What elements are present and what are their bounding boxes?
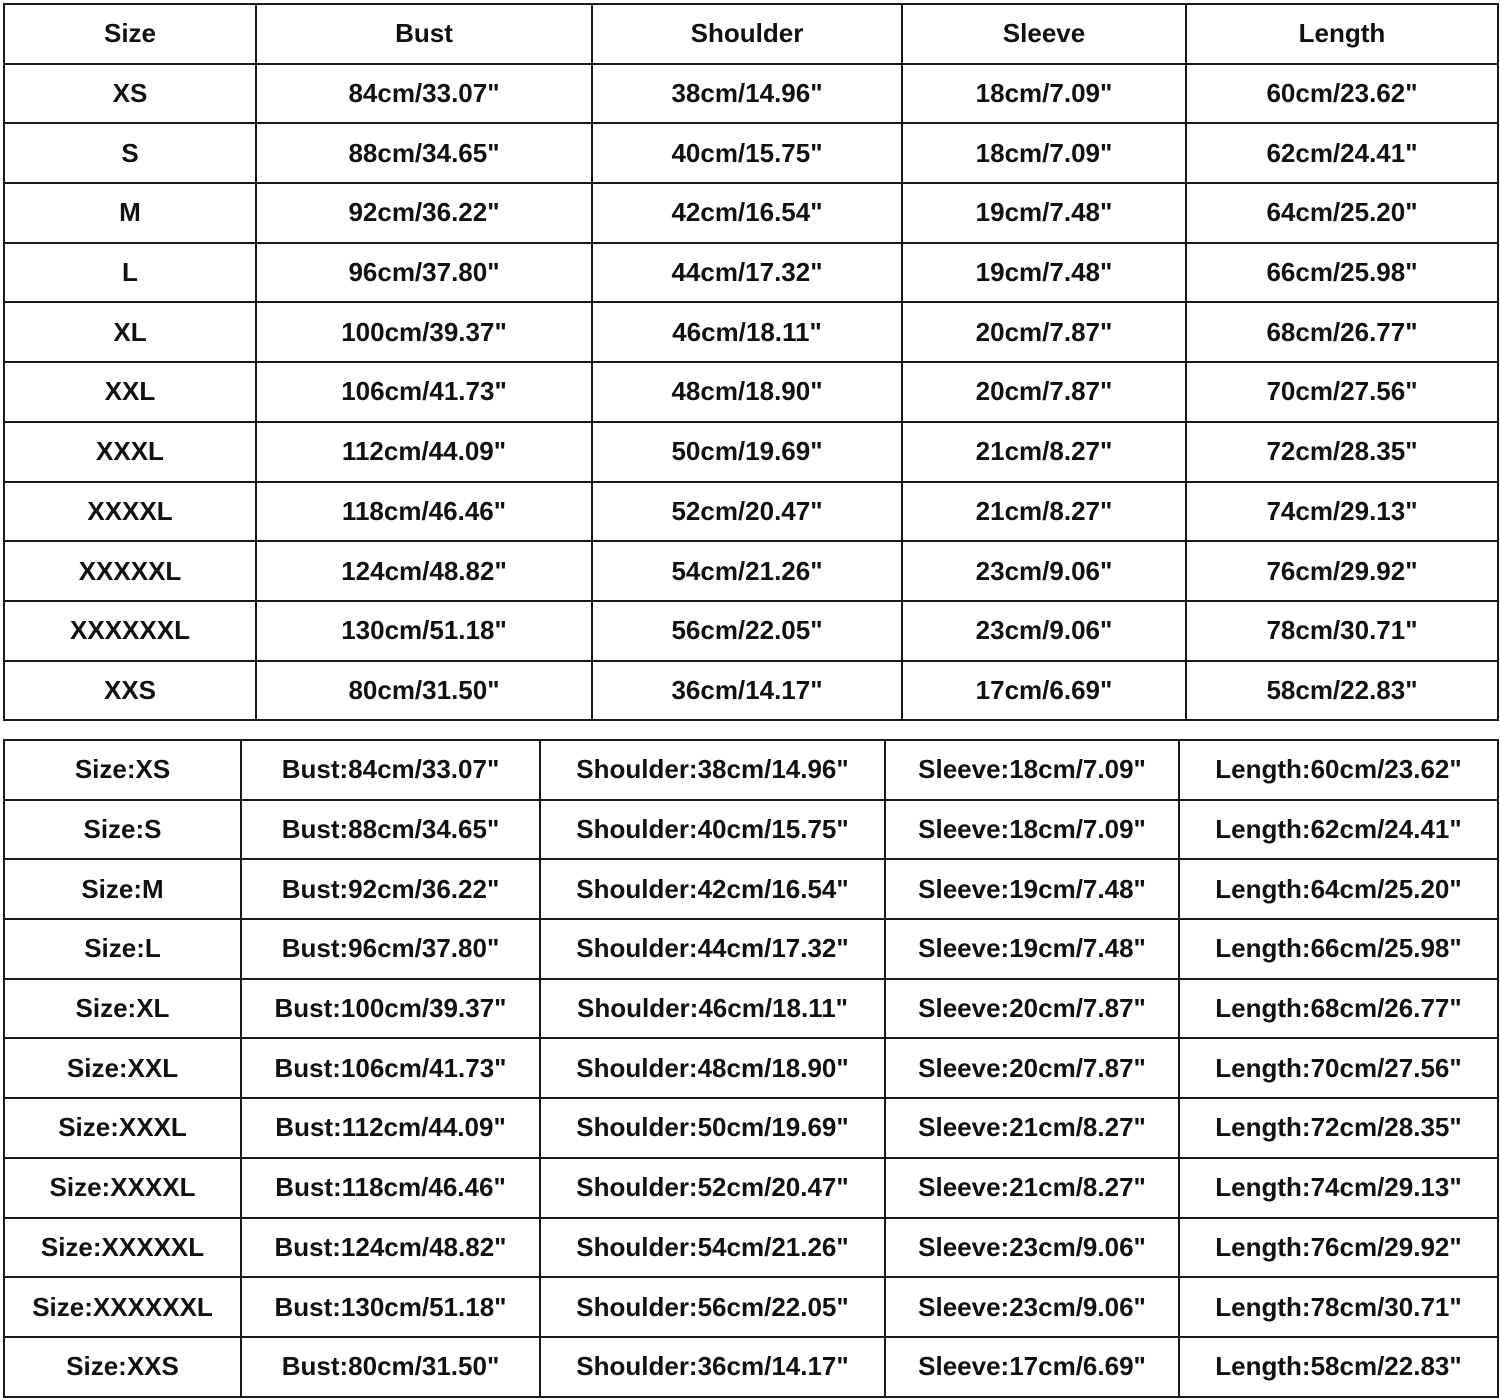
cell-size: XXL bbox=[4, 362, 256, 422]
header-bust: Bust bbox=[256, 4, 592, 64]
table-row bbox=[4, 243, 1498, 303]
size-chart-labeled-table bbox=[3, 739, 1499, 1398]
cell-size: L bbox=[4, 243, 256, 303]
table-row bbox=[4, 979, 1498, 1039]
cell-sleeve: Sleeve:19cm/7.48" bbox=[885, 859, 1179, 919]
cell-sleeve: Sleeve:19cm/7.48" bbox=[885, 919, 1179, 979]
cell-bust: Bust:96cm/37.80" bbox=[241, 919, 540, 979]
cell-bust: 112cm/44.09" bbox=[256, 422, 592, 482]
table-row bbox=[4, 362, 1498, 422]
cell-length: Length:72cm/28.35" bbox=[1179, 1098, 1498, 1158]
cell-shoulder: 56cm/22.05" bbox=[592, 601, 902, 661]
header-shoulder: Shoulder bbox=[592, 4, 902, 64]
cell-size: S bbox=[4, 123, 256, 183]
cell-shoulder: 54cm/21.26" bbox=[592, 541, 902, 601]
table-row bbox=[4, 422, 1498, 482]
cell-sleeve: Sleeve:23cm/9.06" bbox=[885, 1218, 1179, 1278]
cell-sleeve: 23cm/9.06" bbox=[902, 541, 1186, 601]
cell-length: Length:60cm/23.62" bbox=[1179, 740, 1498, 800]
table-row bbox=[4, 601, 1498, 661]
cell-bust: Bust:84cm/33.07" bbox=[241, 740, 540, 800]
cell-sleeve: Sleeve:23cm/9.06" bbox=[885, 1277, 1179, 1337]
cell-sleeve: 18cm/7.09" bbox=[902, 123, 1186, 183]
cell-length: Length:76cm/29.92" bbox=[1179, 1218, 1498, 1278]
table-row bbox=[4, 302, 1498, 362]
cell-bust: 118cm/46.46" bbox=[256, 482, 592, 542]
table-row bbox=[4, 1158, 1498, 1218]
cell-bust: 88cm/34.65" bbox=[256, 123, 592, 183]
cell-shoulder: 44cm/17.32" bbox=[592, 243, 902, 303]
cell-shoulder: Shoulder:42cm/16.54" bbox=[540, 859, 885, 919]
cell-size: Size:XS bbox=[4, 740, 241, 800]
cell-shoulder: Shoulder:56cm/22.05" bbox=[540, 1277, 885, 1337]
table-row bbox=[4, 123, 1498, 183]
cell-bust: 106cm/41.73" bbox=[256, 362, 592, 422]
table-row bbox=[4, 1337, 1498, 1397]
table-row bbox=[4, 64, 1498, 124]
cell-size: Size:XXXXL bbox=[4, 1158, 241, 1218]
cell-length: 58cm/22.83" bbox=[1186, 661, 1498, 721]
cell-length: Length:58cm/22.83" bbox=[1179, 1337, 1498, 1397]
cell-sleeve: 20cm/7.87" bbox=[902, 302, 1186, 362]
header-size: Size bbox=[4, 4, 256, 64]
cell-shoulder: Shoulder:38cm/14.96" bbox=[540, 740, 885, 800]
header-sleeve: Sleeve bbox=[902, 4, 1186, 64]
cell-bust: 84cm/33.07" bbox=[256, 64, 592, 124]
cell-length: 78cm/30.71" bbox=[1186, 601, 1498, 661]
cell-length: 64cm/25.20" bbox=[1186, 183, 1498, 243]
cell-shoulder: 38cm/14.96" bbox=[592, 64, 902, 124]
cell-bust: 130cm/51.18" bbox=[256, 601, 592, 661]
cell-sleeve: 18cm/7.09" bbox=[902, 64, 1186, 124]
table-row bbox=[4, 1218, 1498, 1278]
cell-bust: 96cm/37.80" bbox=[256, 243, 592, 303]
cell-size: Size:S bbox=[4, 800, 241, 860]
cell-sleeve: 21cm/8.27" bbox=[902, 422, 1186, 482]
cell-length: 60cm/23.62" bbox=[1186, 64, 1498, 124]
cell-size: Size:M bbox=[4, 859, 241, 919]
table-row bbox=[4, 1098, 1498, 1158]
cell-sleeve: Sleeve:21cm/8.27" bbox=[885, 1098, 1179, 1158]
cell-length: 68cm/26.77" bbox=[1186, 302, 1498, 362]
table-row bbox=[4, 1038, 1498, 1098]
table-row bbox=[4, 183, 1498, 243]
cell-shoulder: Shoulder:36cm/14.17" bbox=[540, 1337, 885, 1397]
cell-size: XXXXL bbox=[4, 482, 256, 542]
cell-bust: Bust:118cm/46.46" bbox=[241, 1158, 540, 1218]
cell-shoulder: Shoulder:48cm/18.90" bbox=[540, 1038, 885, 1098]
table-row bbox=[4, 661, 1498, 721]
cell-sleeve: Sleeve:20cm/7.87" bbox=[885, 1038, 1179, 1098]
cell-sleeve: 21cm/8.27" bbox=[902, 482, 1186, 542]
cell-bust: 124cm/48.82" bbox=[256, 541, 592, 601]
cell-size: XL bbox=[4, 302, 256, 362]
cell-sleeve: 23cm/9.06" bbox=[902, 601, 1186, 661]
cell-length: 74cm/29.13" bbox=[1186, 482, 1498, 542]
cell-shoulder: 50cm/19.69" bbox=[592, 422, 902, 482]
cell-shoulder: 48cm/18.90" bbox=[592, 362, 902, 422]
table-header-row bbox=[4, 4, 1498, 64]
cell-sleeve: 20cm/7.87" bbox=[902, 362, 1186, 422]
cell-shoulder: 46cm/18.11" bbox=[592, 302, 902, 362]
cell-bust: Bust:92cm/36.22" bbox=[241, 859, 540, 919]
table-row bbox=[4, 919, 1498, 979]
cell-size: Size:XXXXXXL bbox=[4, 1277, 241, 1337]
cell-length: Length:78cm/30.71" bbox=[1179, 1277, 1498, 1337]
cell-length: Length:70cm/27.56" bbox=[1179, 1038, 1498, 1098]
cell-sleeve: Sleeve:18cm/7.09" bbox=[885, 740, 1179, 800]
cell-sleeve: Sleeve:21cm/8.27" bbox=[885, 1158, 1179, 1218]
cell-length: Length:62cm/24.41" bbox=[1179, 800, 1498, 860]
cell-sleeve: 19cm/7.48" bbox=[902, 183, 1186, 243]
cell-shoulder: Shoulder:40cm/15.75" bbox=[540, 800, 885, 860]
cell-bust: Bust:88cm/34.65" bbox=[241, 800, 540, 860]
size-chart-table bbox=[3, 3, 1499, 721]
cell-bust: Bust:106cm/41.73" bbox=[241, 1038, 540, 1098]
cell-size: Size:L bbox=[4, 919, 241, 979]
cell-bust: 100cm/39.37" bbox=[256, 302, 592, 362]
cell-shoulder: Shoulder:50cm/19.69" bbox=[540, 1098, 885, 1158]
cell-length: 76cm/29.92" bbox=[1186, 541, 1498, 601]
table-row bbox=[4, 541, 1498, 601]
cell-shoulder: 52cm/20.47" bbox=[592, 482, 902, 542]
cell-size: Size:XXXL bbox=[4, 1098, 241, 1158]
cell-shoulder: 42cm/16.54" bbox=[592, 183, 902, 243]
table-row bbox=[4, 740, 1498, 800]
cell-sleeve: Sleeve:18cm/7.09" bbox=[885, 800, 1179, 860]
cell-bust: Bust:112cm/44.09" bbox=[241, 1098, 540, 1158]
cell-length: 70cm/27.56" bbox=[1186, 362, 1498, 422]
cell-sleeve: Sleeve:17cm/6.69" bbox=[885, 1337, 1179, 1397]
cell-length: Length:74cm/29.13" bbox=[1179, 1158, 1498, 1218]
cell-size: XXXL bbox=[4, 422, 256, 482]
cell-size: XS bbox=[4, 64, 256, 124]
cell-size: XXS bbox=[4, 661, 256, 721]
table-row bbox=[4, 1277, 1498, 1337]
cell-shoulder: Shoulder:46cm/18.11" bbox=[540, 979, 885, 1039]
cell-bust: Bust:100cm/39.37" bbox=[241, 979, 540, 1039]
cell-length: Length:68cm/26.77" bbox=[1179, 979, 1498, 1039]
cell-shoulder: 36cm/14.17" bbox=[592, 661, 902, 721]
cell-sleeve: Sleeve:20cm/7.87" bbox=[885, 979, 1179, 1039]
cell-sleeve: 19cm/7.48" bbox=[902, 243, 1186, 303]
cell-shoulder: Shoulder:52cm/20.47" bbox=[540, 1158, 885, 1218]
cell-length: 66cm/25.98" bbox=[1186, 243, 1498, 303]
cell-shoulder: Shoulder:54cm/21.26" bbox=[540, 1218, 885, 1278]
cell-size: XXXXXL bbox=[4, 541, 256, 601]
cell-bust: Bust:130cm/51.18" bbox=[241, 1277, 540, 1337]
cell-length: 62cm/24.41" bbox=[1186, 123, 1498, 183]
cell-bust: Bust:80cm/31.50" bbox=[241, 1337, 540, 1397]
cell-bust: 80cm/31.50" bbox=[256, 661, 592, 721]
header-length: Length bbox=[1186, 4, 1498, 64]
cell-length: 72cm/28.35" bbox=[1186, 422, 1498, 482]
cell-size: Size:XXL bbox=[4, 1038, 241, 1098]
cell-length: Length:64cm/25.20" bbox=[1179, 859, 1498, 919]
cell-size: XXXXXXL bbox=[4, 601, 256, 661]
table-row bbox=[4, 800, 1498, 860]
cell-size: M bbox=[4, 183, 256, 243]
cell-bust: 92cm/36.22" bbox=[256, 183, 592, 243]
table-row bbox=[4, 859, 1498, 919]
cell-size: Size:XL bbox=[4, 979, 241, 1039]
cell-length: Length:66cm/25.98" bbox=[1179, 919, 1498, 979]
cell-shoulder: 40cm/15.75" bbox=[592, 123, 902, 183]
cell-size: Size:XXXXXL bbox=[4, 1218, 241, 1278]
cell-bust: Bust:124cm/48.82" bbox=[241, 1218, 540, 1278]
cell-sleeve: 17cm/6.69" bbox=[902, 661, 1186, 721]
cell-size: Size:XXS bbox=[4, 1337, 241, 1397]
cell-shoulder: Shoulder:44cm/17.32" bbox=[540, 919, 885, 979]
table-row bbox=[4, 482, 1498, 542]
